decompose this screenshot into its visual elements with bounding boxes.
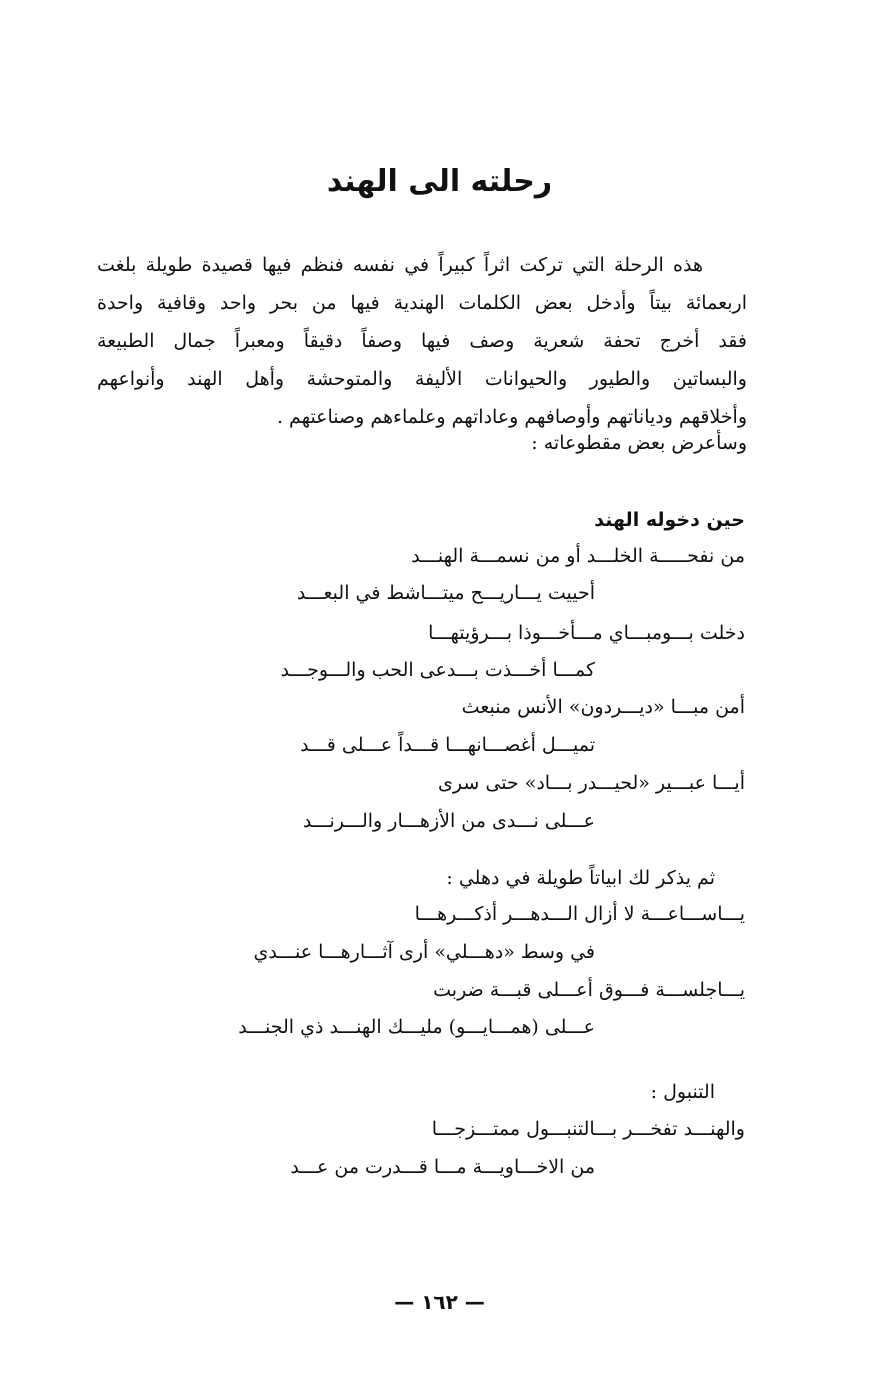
intro-line: وأخلاقهم ودياناتهم وأوصافهم وعاداتهم وعلماءهم وصناعتهم .: [276, 406, 747, 428]
section-heading-arrival: حين دخوله الهند: [594, 509, 745, 531]
verse-line: عـــلى (همـــايـــو) مليـــك الهنـــد ذي الجنـــد: [238, 1016, 595, 1038]
verse-line: عـــلى نـــدى من الأزهـــار والـــرنـــد: [302, 810, 595, 832]
verse-line: يـــاســـاعـــة لا أزال الـــدهـــر أذكـــرهـــا: [414, 903, 745, 925]
page-number: — ١٦٢ —: [394, 1290, 485, 1314]
verse-line: أمن مبـــا «ديـــردون» الأنس منبعث: [461, 696, 745, 718]
intro-paragraph: [97, 246, 747, 462]
verse-line: أيـــا عبـــير «لحيـــدر بـــاد» حتى سرى: [438, 772, 745, 794]
verse-line: والهنـــد تفخـــر بـــالتنبـــول ممتـــزجـــا: [431, 1118, 745, 1140]
verse-line: في وسط «دهـــلي» أرى آثـــارهـــا عنـــدي: [253, 941, 595, 963]
intro-line: والبساتين والطيور والحيوانات الأليفة والمتوحشة وأهل الهند وأنواعهم: [97, 368, 747, 390]
verse-line: أحييت يـــاريـــح ميتـــاشط في البعـــد: [296, 582, 595, 604]
page-title: رحلته الى الهند: [326, 164, 553, 199]
verse-line: دخلت بـــومبـــاي مـــأخـــوذا بـــرؤيتهـــا: [428, 622, 745, 644]
intro-line: فقد أخرج تحفة شعرية وصف فيها وصفاً دقيقاً ومعبراً جمال الطبيعة: [97, 330, 747, 352]
verse-line: يـــاجلســـة فـــوق أعـــلى قبـــة ضربت: [433, 979, 745, 1001]
intro-line: هذه الرحلة التي تركت اثراً كبيراً في نفسه فنظم فيها قصيدة طويلة بلغت: [97, 254, 703, 276]
intro-line: وسأعرض بعض مقطوعاته :: [531, 432, 747, 454]
verse-line: تميـــل أغصـــانهـــا قـــداً عـــلى قـــد: [300, 734, 595, 756]
section-heading-delhi: ثم يذكر لك ابياتاً طويلة في دهلي :: [446, 867, 715, 889]
verse-line: كمـــا أخـــذت بـــدعى الحب والـــوجـــد: [280, 659, 595, 681]
verse-line: من الاخـــاويـــة مـــا قـــدرت من عـــد: [290, 1156, 595, 1178]
intro-line: اربعمائة بيتاً وأدخل بعض الكلمات الهندية فيها من بحر واحد وقافية واحدة: [97, 292, 747, 314]
verse-line: من نفحـــــة الخلـــد أو من نسمـــة الهنـــد: [411, 545, 745, 567]
section-heading-betel: التنبول :: [650, 1081, 715, 1103]
